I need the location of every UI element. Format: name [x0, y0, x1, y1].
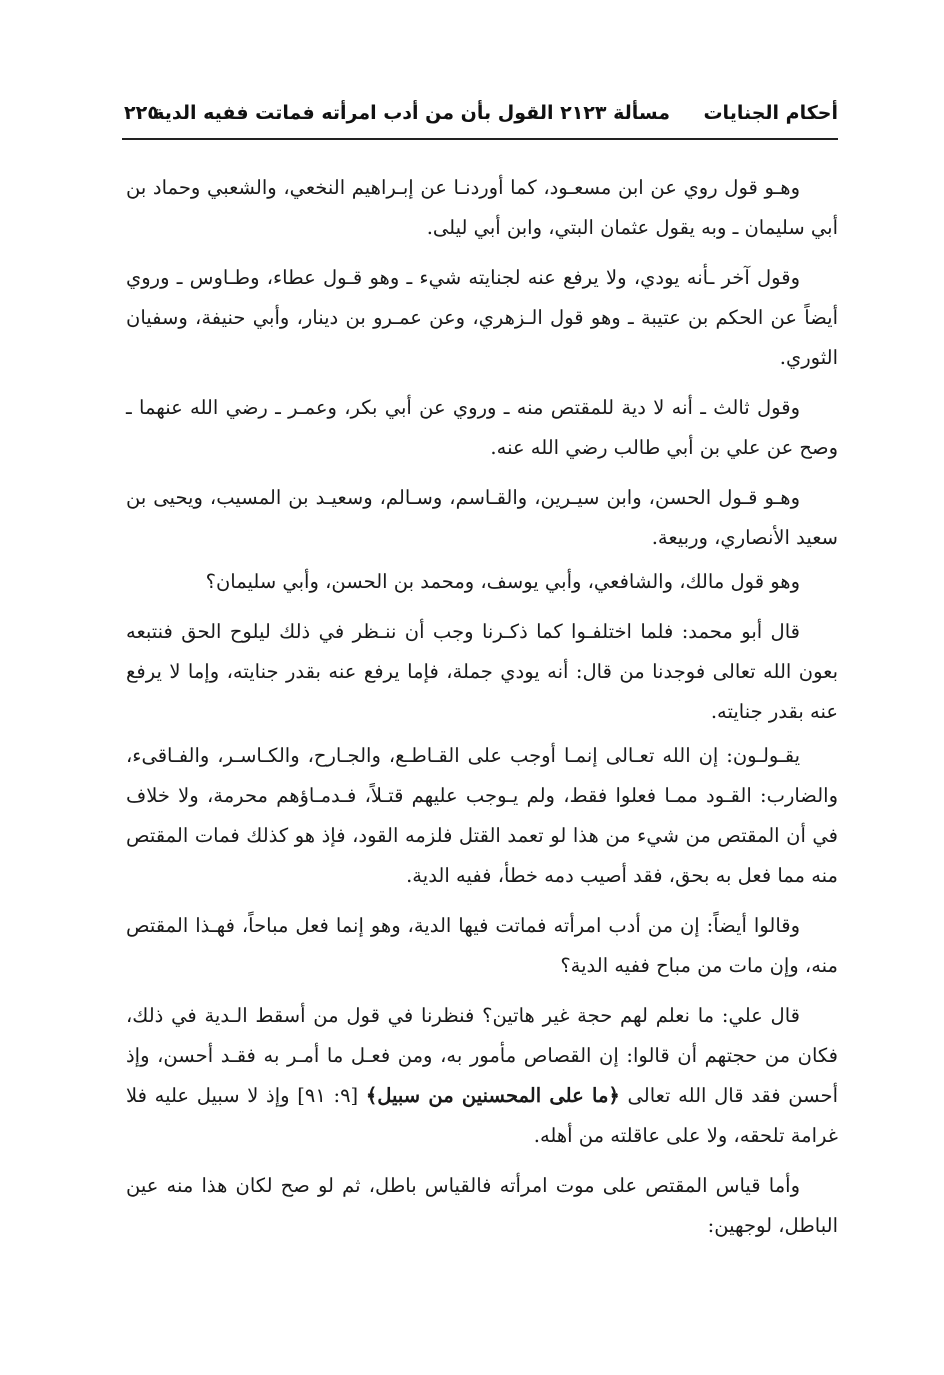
- paragraph-text: قال علي: ما نعلم لهم حجة غير هاتين؟ فنظرنا في قول من أسقط الـدية في ذلك، فكان من حجتهم أن قالوا: إن القصاص مأمور به، ومن فعـل ما أمـر به فقـد أحسن، وإذ أحسن فقد قال الله تعالى: [126, 1004, 838, 1107]
- book-title: أحكام الجنايات: [703, 102, 838, 124]
- quran-verse: ﴿ما على المحسنين من سبيل﴾: [365, 1084, 620, 1107]
- paragraph: وهـو قول روي عن ابن مسعـود، كما أوردنـا عن إبـراهيم النخعي، والشعبي وحماد بن أبي سليمان ـ وبه يقول عثمان البتي، وابن أبي ليلى.: [126, 176, 838, 239]
- paragraph: [126, 996, 838, 1156]
- paragraph: وقول آخر ـأنه يودي، ولا يرفع عنه لجنايته شيء ـ وهو قـول عطاء، وطـاوس ـ وروي أيضاً عن الحكم بن عتيبة ـ وهو قول الـزهري، وعن عمـرو بن دينار، وأبي حنيفة، وسفيان الثوري.: [126, 266, 838, 369]
- paragraph: وهو قول مالك، والشافعي، وأبي يوسف، ومحمد بن الحسن، وأبي سليمان؟: [205, 570, 800, 593]
- paragraph-text: [٩: ٩١] وإذ لا سبيل عليه فلا غرامة تلحقه، ولا على عاقلته من أهله.: [126, 1084, 838, 1147]
- paragraph: وقول ثالث ـ أنه لا دية للمقتص منه ـ وروي عن أبي بكر، وعمـر ـ رضي الله عنهما ـ وصح عن علي بن أبي طالب رضي الله عنه.: [126, 396, 838, 459]
- page-body: [126, 168, 838, 1256]
- paragraph: وأما قياس المقتص على موت امرأته فالقياس باطل، ثم لو صح لكان هذا منه عين الباطل، لوجهين:: [126, 1174, 838, 1237]
- paragraph: قال أبو محمد: فلما اختلفـوا كما ذكـرنا وجب أن ننـظر في ذلك ليلوح الحق فنتبعه بعون الله تعالى فوجدنا من قال: أنه يودي جملة، فإما يرفع عنه بقدر جنايته، وإما لا يرفع عنه بقدر جنايته.: [126, 620, 838, 723]
- section-topic: مسألة ٢١٢٣ القول بأن من أدب امرأته فماتت ففيه الدية: [153, 102, 670, 124]
- paragraph: يقـولـون: إن الله تعـالى إنمـا أوجب على القـاطـع، والجـارح، والكـاسـر، والفـاقىء، والضارب: القـود ممـا فعلوا فقط، ولم يـوجب عليهم قتـلاً، فـدمـاؤهم محرمة، ولا خلاف في أن المقتص من شيء من هذا لو تعمد القتل فلزمه القود، فإذ هو كذلك فمات المقتص منه مما فعل به بحق، فقد أصيب دمه خطأ، ففيه الدية.: [126, 744, 838, 887]
- running-header: [122, 98, 838, 132]
- paragraph: وهـو قـول الحسن، وابن سيـرين، والقـاسم، وسـالم، وسعيـد بن المسيب، ويحيى بن سعيد الأنصاري، وربيعة.: [126, 486, 838, 549]
- page-number: ٢٢٥: [124, 102, 159, 124]
- header-rule: [122, 138, 838, 140]
- paragraph: وقالوا أيضاً: إن من أدب امرأته فماتت فيها الدية، وهو إنما فعل مباحاً، فهـذا المقتص منه، وإن مات من مباح ففيه الدية؟: [126, 914, 838, 977]
